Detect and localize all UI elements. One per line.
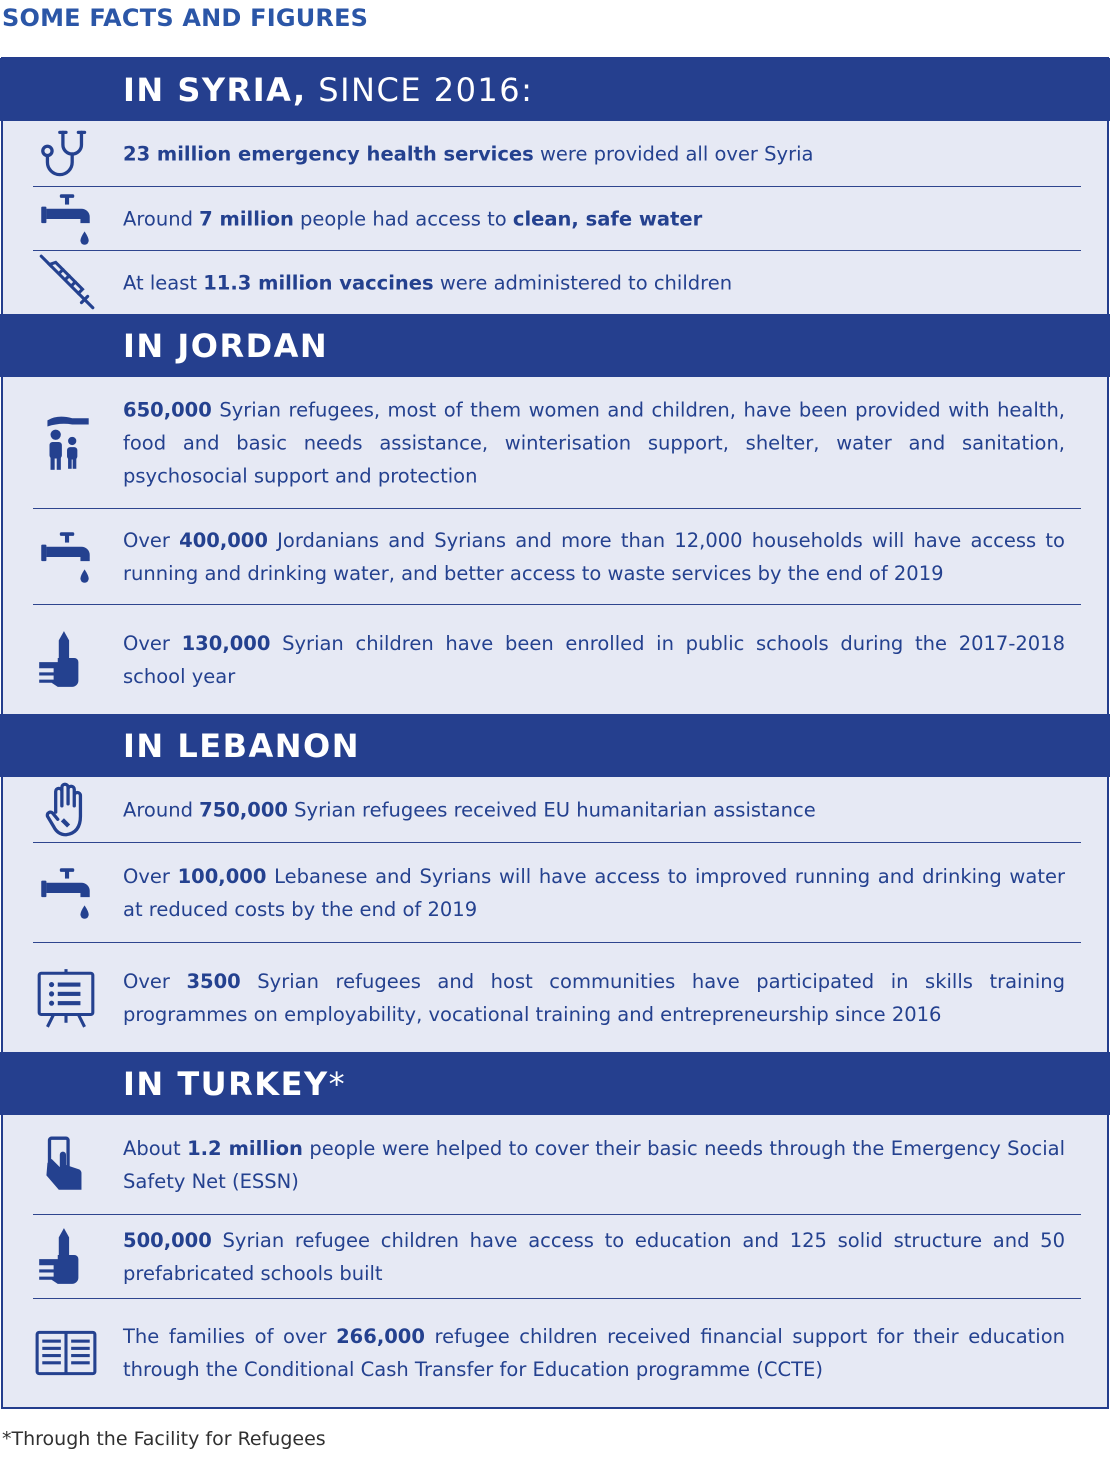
fact-text: 650,000 Syrian refugees, most of them women and children, have been provided with health, food and basic needs assistance, winterisation support, shelter, water and sanitation, psychosocial support and protection <box>123 398 1065 487</box>
footnote: *Through the Facility for Refugees <box>2 1428 326 1450</box>
water-tap-icon <box>33 860 99 926</box>
fact-text: At least 11.3 million vaccines were administered to children <box>123 271 733 294</box>
protected-family-icon <box>33 410 99 476</box>
section-heading: IN LEBANON <box>123 726 360 765</box>
fact-item <box>33 1299 1081 1407</box>
fact-text: Around 7 million people had access to clean, safe water <box>123 207 703 230</box>
fact-text: 500,000 Syrian refugee children have access to education and 125 solid structure and 50 prefabricated schools built <box>123 1228 1065 1285</box>
fact-text: About 1.2 million people were helped to cover their basic needs through the Emergency Social Safety Net (ESSN) <box>123 1136 1065 1193</box>
section-header-lebanon <box>0 714 1110 777</box>
fact-item <box>33 187 1081 250</box>
section-header-turkey <box>0 1052 1110 1115</box>
syringe-icon <box>33 250 99 316</box>
fact-item <box>33 1215 1081 1298</box>
card-hand-icon <box>33 1132 99 1198</box>
fact-item <box>33 509 1081 604</box>
fact-text: Over 400,000 Jordanians and Syrians and more than 12,000 households will have access to running and drinking water, and better access to waste services by the end of 2019 <box>123 528 1065 585</box>
section-heading: IN JORDAN <box>123 326 329 365</box>
fact-item <box>33 843 1081 942</box>
section-header-jordan <box>0 314 1110 377</box>
training-board-icon <box>33 965 99 1031</box>
fact-text: Over 130,000 Syrian children have been enrolled in public schools during the 2017-2018 school year <box>123 631 1065 688</box>
water-tap-icon <box>33 524 99 590</box>
fact-item <box>33 777 1081 842</box>
fact-item <box>33 943 1081 1052</box>
open-book-icon <box>33 1320 99 1386</box>
fact-text: The families of over 266,000 refugee children received financial support for their education through the Conditional Cash Transfer for Education programme (CCTE) <box>123 1325 1065 1381</box>
section-heading: IN SYRIA, SINCE 2016: <box>123 70 534 109</box>
section-header-syria <box>0 58 1110 121</box>
fact-item <box>33 377 1081 508</box>
hand-pencil-icon <box>33 627 99 693</box>
fact-text: Over 100,000 Lebanese and Syrians will have access to improved running and drinking water at reduced costs by the end of 2019 <box>123 864 1065 921</box>
hand-pencil-icon <box>33 1224 99 1290</box>
water-tap-icon <box>33 186 99 252</box>
fact-text: 23 million emergency health services were provided all over Syria <box>123 142 814 165</box>
fact-item <box>33 251 1081 314</box>
fact-item <box>33 605 1081 714</box>
fact-item <box>33 1115 1081 1214</box>
helping-hand-icon <box>33 777 99 843</box>
page-title: SOME FACTS AND FIGURES <box>2 4 369 32</box>
section-heading: IN TURKEY* <box>123 1064 347 1103</box>
fact-text: Over 3500 Syrian refugees and host communities have participated in skills training programmes on employability, vocational training and entrepreneurship since 2016 <box>123 969 1065 1026</box>
stethoscope-icon <box>33 121 99 187</box>
fact-item <box>33 121 1081 186</box>
fact-text: Around 750,000 Syrian refugees received EU humanitarian assistance <box>123 798 816 821</box>
